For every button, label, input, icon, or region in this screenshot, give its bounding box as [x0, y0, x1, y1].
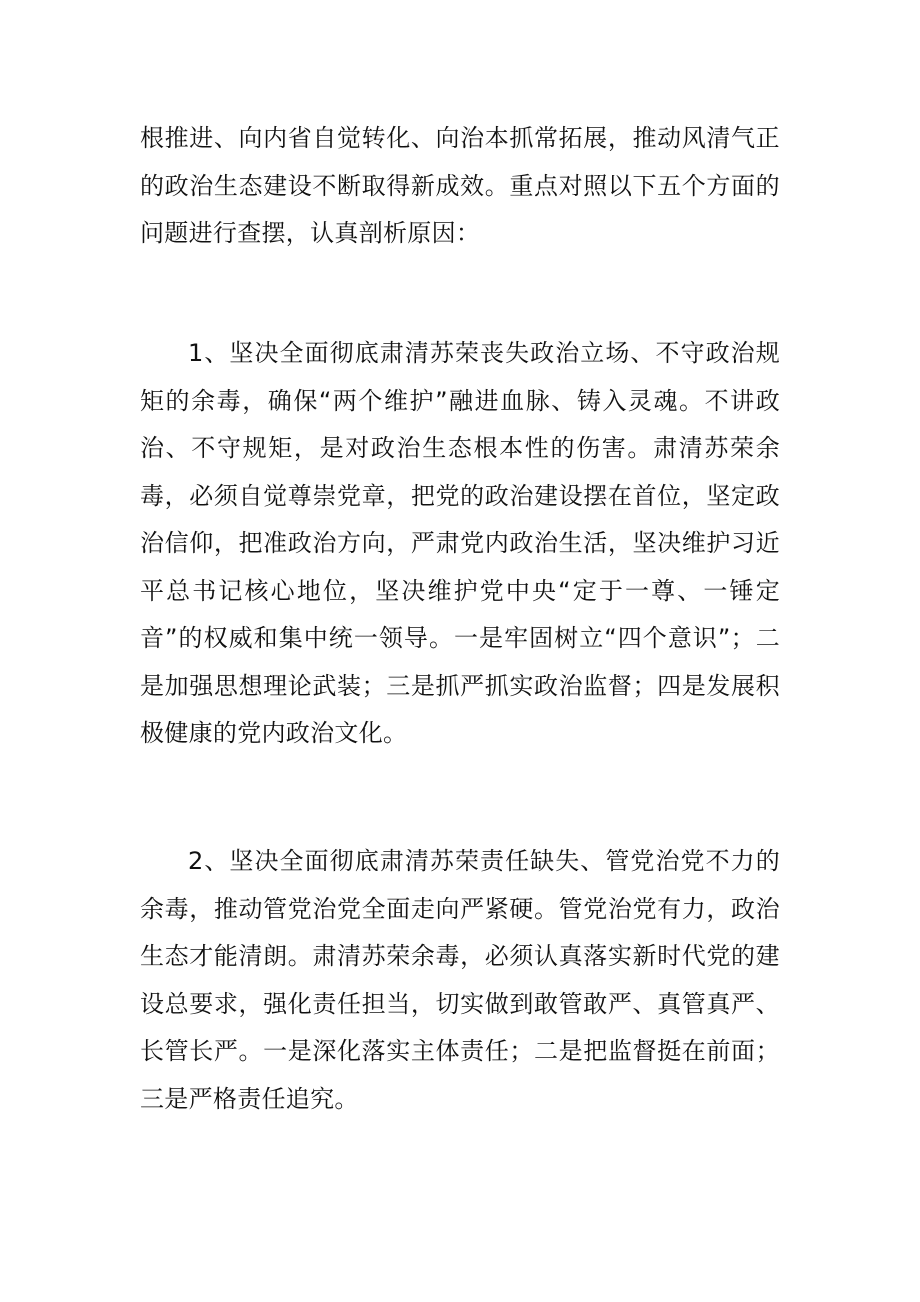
paragraph-continuation: 根推进、向内省自觉转化、向治本抓常拓展，推动风清气正的政治生态建设不断取得新成效。重点对照以下五个方面的问题进行查摆，认真剖析原因： [140, 124, 780, 247]
paragraph-item-2: 2、坚决全面彻底肃清苏荣责任缺失、管党治党不力的余毒，推动管党治党全面走向严紧硬。管党治党有力，政治生态才能清朗。肃清苏荣余毒，必须认真落实新时代党的建设总要求，强化责任担当，切实做到敢管敢严、真管真严、长管长严。一是深化落实主体责任；二是把监督挺在前面；三是严格责任追究。 [140, 847, 780, 1113]
paragraph-item-1: 1、坚决全面彻底肃清苏荣丧失政治立场、不守政治规矩的余毒，确保“两个维护”融进血脉、铸入灵魂。不讲政治、不守规矩，是对政治生态根本性的伤害。肃清苏荣余毒，必须自觉尊崇党章，把党的政治建设摆在首位，坚定政治信仰，把准政治方向，严肃党内政治生活，坚决维护习近平总书记核心地位，坚决维护党中央“定于一尊、一锤定音”的权威和集中统一领导。一是牢固树立“四个意识”；二是加强思想理论武装；三是抓严抓实政治监督；四是发展积极健康的党内政治文化。 [140, 339, 780, 747]
